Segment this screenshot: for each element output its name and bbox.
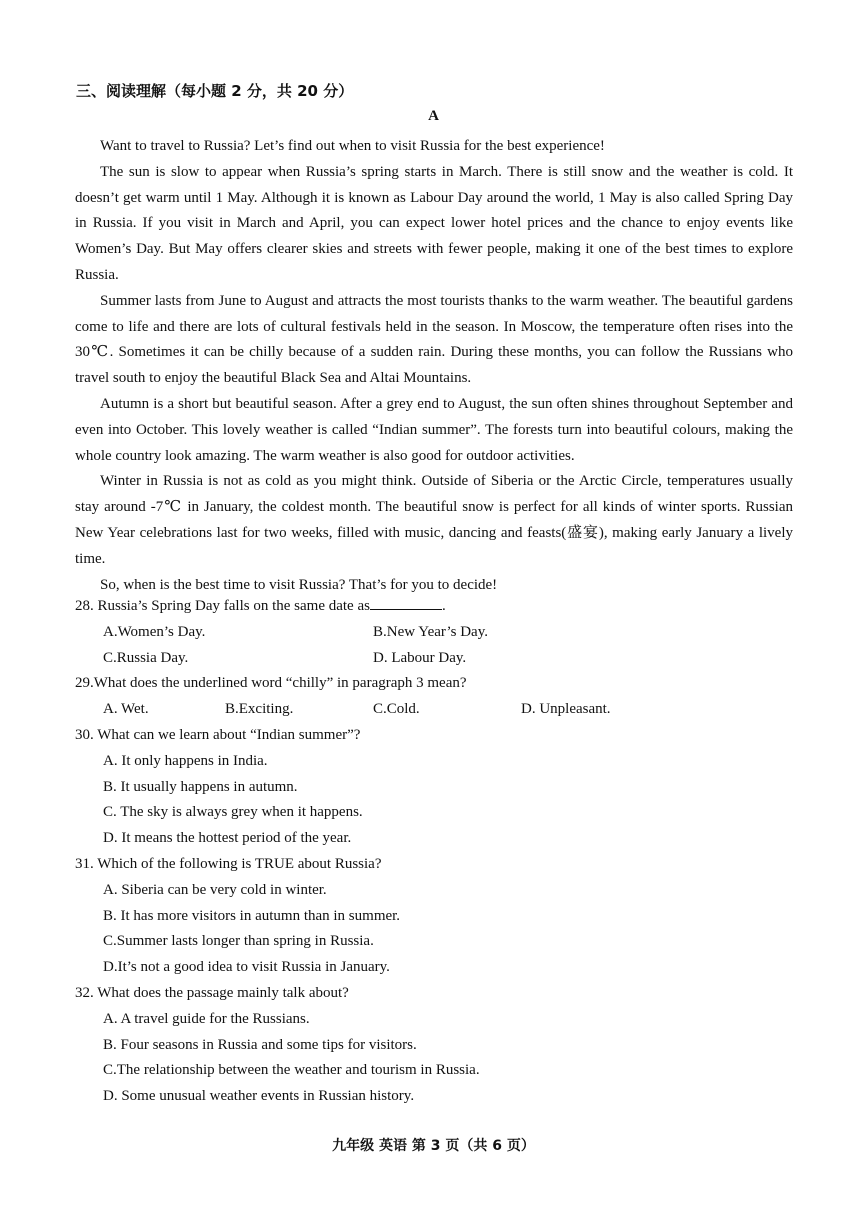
question-stem: 31. Which of the following is TRUE about Russia?	[75, 855, 382, 872]
paragraph-spring: The sun is slow to appear when Russia’s spring starts in March. There is still snow and the weather is cold. It doesn’t get warm until 1 May. Although it is known as Labour Day around the world, 1 May is also called Spring Day in Russia. If you visit in March and April, you can expect lower hotel prices and the chance to enjoy events like Women’s Day. But May offers clearer skies and streets with fewer people, making it one of the best times to explore Russia.	[75, 163, 793, 283]
question-31	[75, 852, 793, 981]
answer-options	[103, 878, 793, 981]
question-29	[75, 671, 793, 723]
option-a: A. Wet.	[103, 701, 149, 718]
paragraph-intro: Want to travel to Russia? Let’s find out when to visit Russia for the best experience!	[100, 138, 605, 154]
question-32	[75, 981, 793, 1110]
answer-options	[103, 1007, 793, 1110]
answer-blank	[370, 595, 442, 610]
answer-options	[103, 697, 793, 723]
option-c: C. The sky is always grey when it happens.	[103, 804, 363, 821]
passage-title: A	[428, 108, 439, 124]
option-b: B. It usually happens in autumn.	[103, 778, 298, 795]
question-list	[75, 594, 793, 1110]
question-stem-text: 28. Russia’s Spring Day falls on the same date as	[75, 598, 370, 614]
option-b: B. Four seasons in Russia and some tips for visitors.	[103, 1036, 417, 1053]
question-stem	[75, 594, 793, 620]
option-d: D. It means the hottest period of the year.	[103, 830, 352, 847]
answer-options	[103, 749, 793, 852]
question-stem: 30. What can we learn about “Indian summer”?	[75, 726, 361, 743]
option-a: A. It only happens in India.	[103, 752, 268, 769]
question-28	[75, 594, 793, 671]
option-a: A. A travel guide for the Russians.	[103, 1010, 310, 1027]
answer-options	[103, 620, 793, 672]
option-b: B. It has more visitors in autumn than in summer.	[103, 907, 401, 924]
option-b: B.Exciting.	[225, 701, 294, 718]
option-c: C.Cold.	[373, 701, 420, 718]
question-30	[75, 723, 793, 852]
paragraph-summer: Summer lasts from June to August and attracts the most tourists thanks to the warm weather. The beautiful gardens come to life and there are lots of cultural festivals held in the season. In Moscow, the temperature often rises into the 30℃. Sometimes it can be chilly because of a sudden rain. During these months, you can follow the Russians who travel south to enjoy the beautiful Black Sea and Altai Mountains.	[75, 292, 793, 387]
section-title: 三、阅读理解（每小题 2 分，共 20 分）	[76, 82, 354, 100]
option-c: C.The relationship between the weather and tourism in Russia.	[103, 1062, 480, 1079]
option-c: C.Summer lasts longer than spring in Russia.	[103, 933, 374, 950]
option-d: D. Labour Day.	[373, 649, 467, 666]
option-a: A.Women’s Day.	[103, 623, 206, 640]
option-d: D.It’s not a good idea to visit Russia in January.	[103, 959, 390, 976]
option-a: A. Siberia can be very cold in winter.	[103, 881, 327, 898]
reading-passage	[75, 134, 793, 598]
question-stem: 29.What does the underlined word “chilly” in paragraph 3 mean?	[75, 675, 467, 692]
paragraph-conclusion: So, when is the best time to visit Russia? That’s for you to decide!	[100, 576, 498, 593]
paragraph-autumn: Autumn is a short but beautiful season. After a grey end to August, the sun often shines throughout September and even into October. This lovely weather is called “Indian summer”. The forests turn into beautiful colours, making the whole country look amazing. The warm weather is also good for outdoor activities.	[75, 395, 793, 464]
question-stem: 32. What does the passage mainly talk about?	[75, 984, 349, 1001]
paragraph-winter: Winter in Russia is not as cold as you might think. Outside of Siberia or the Arctic Circle, temperatures usually stay around -7℃ in January, the coldest month. The beautiful snow is perfect for all kinds of winter sports. Russian New Year celebrations last for two weeks, filled with music, dancing and feasts(盛宴), making early January a lively time.	[75, 473, 793, 567]
option-d: D. Some unusual weather events in Russian history.	[103, 1088, 415, 1105]
option-c: C.Russia Day.	[103, 649, 189, 666]
option-d: D. Unpleasant.	[521, 701, 611, 718]
option-b: B.New Year’s Day.	[373, 623, 488, 640]
question-stem-tail: .	[441, 598, 446, 614]
page-footer: 九年级 英语 第 3 页（共 6 页）	[332, 1138, 535, 1154]
